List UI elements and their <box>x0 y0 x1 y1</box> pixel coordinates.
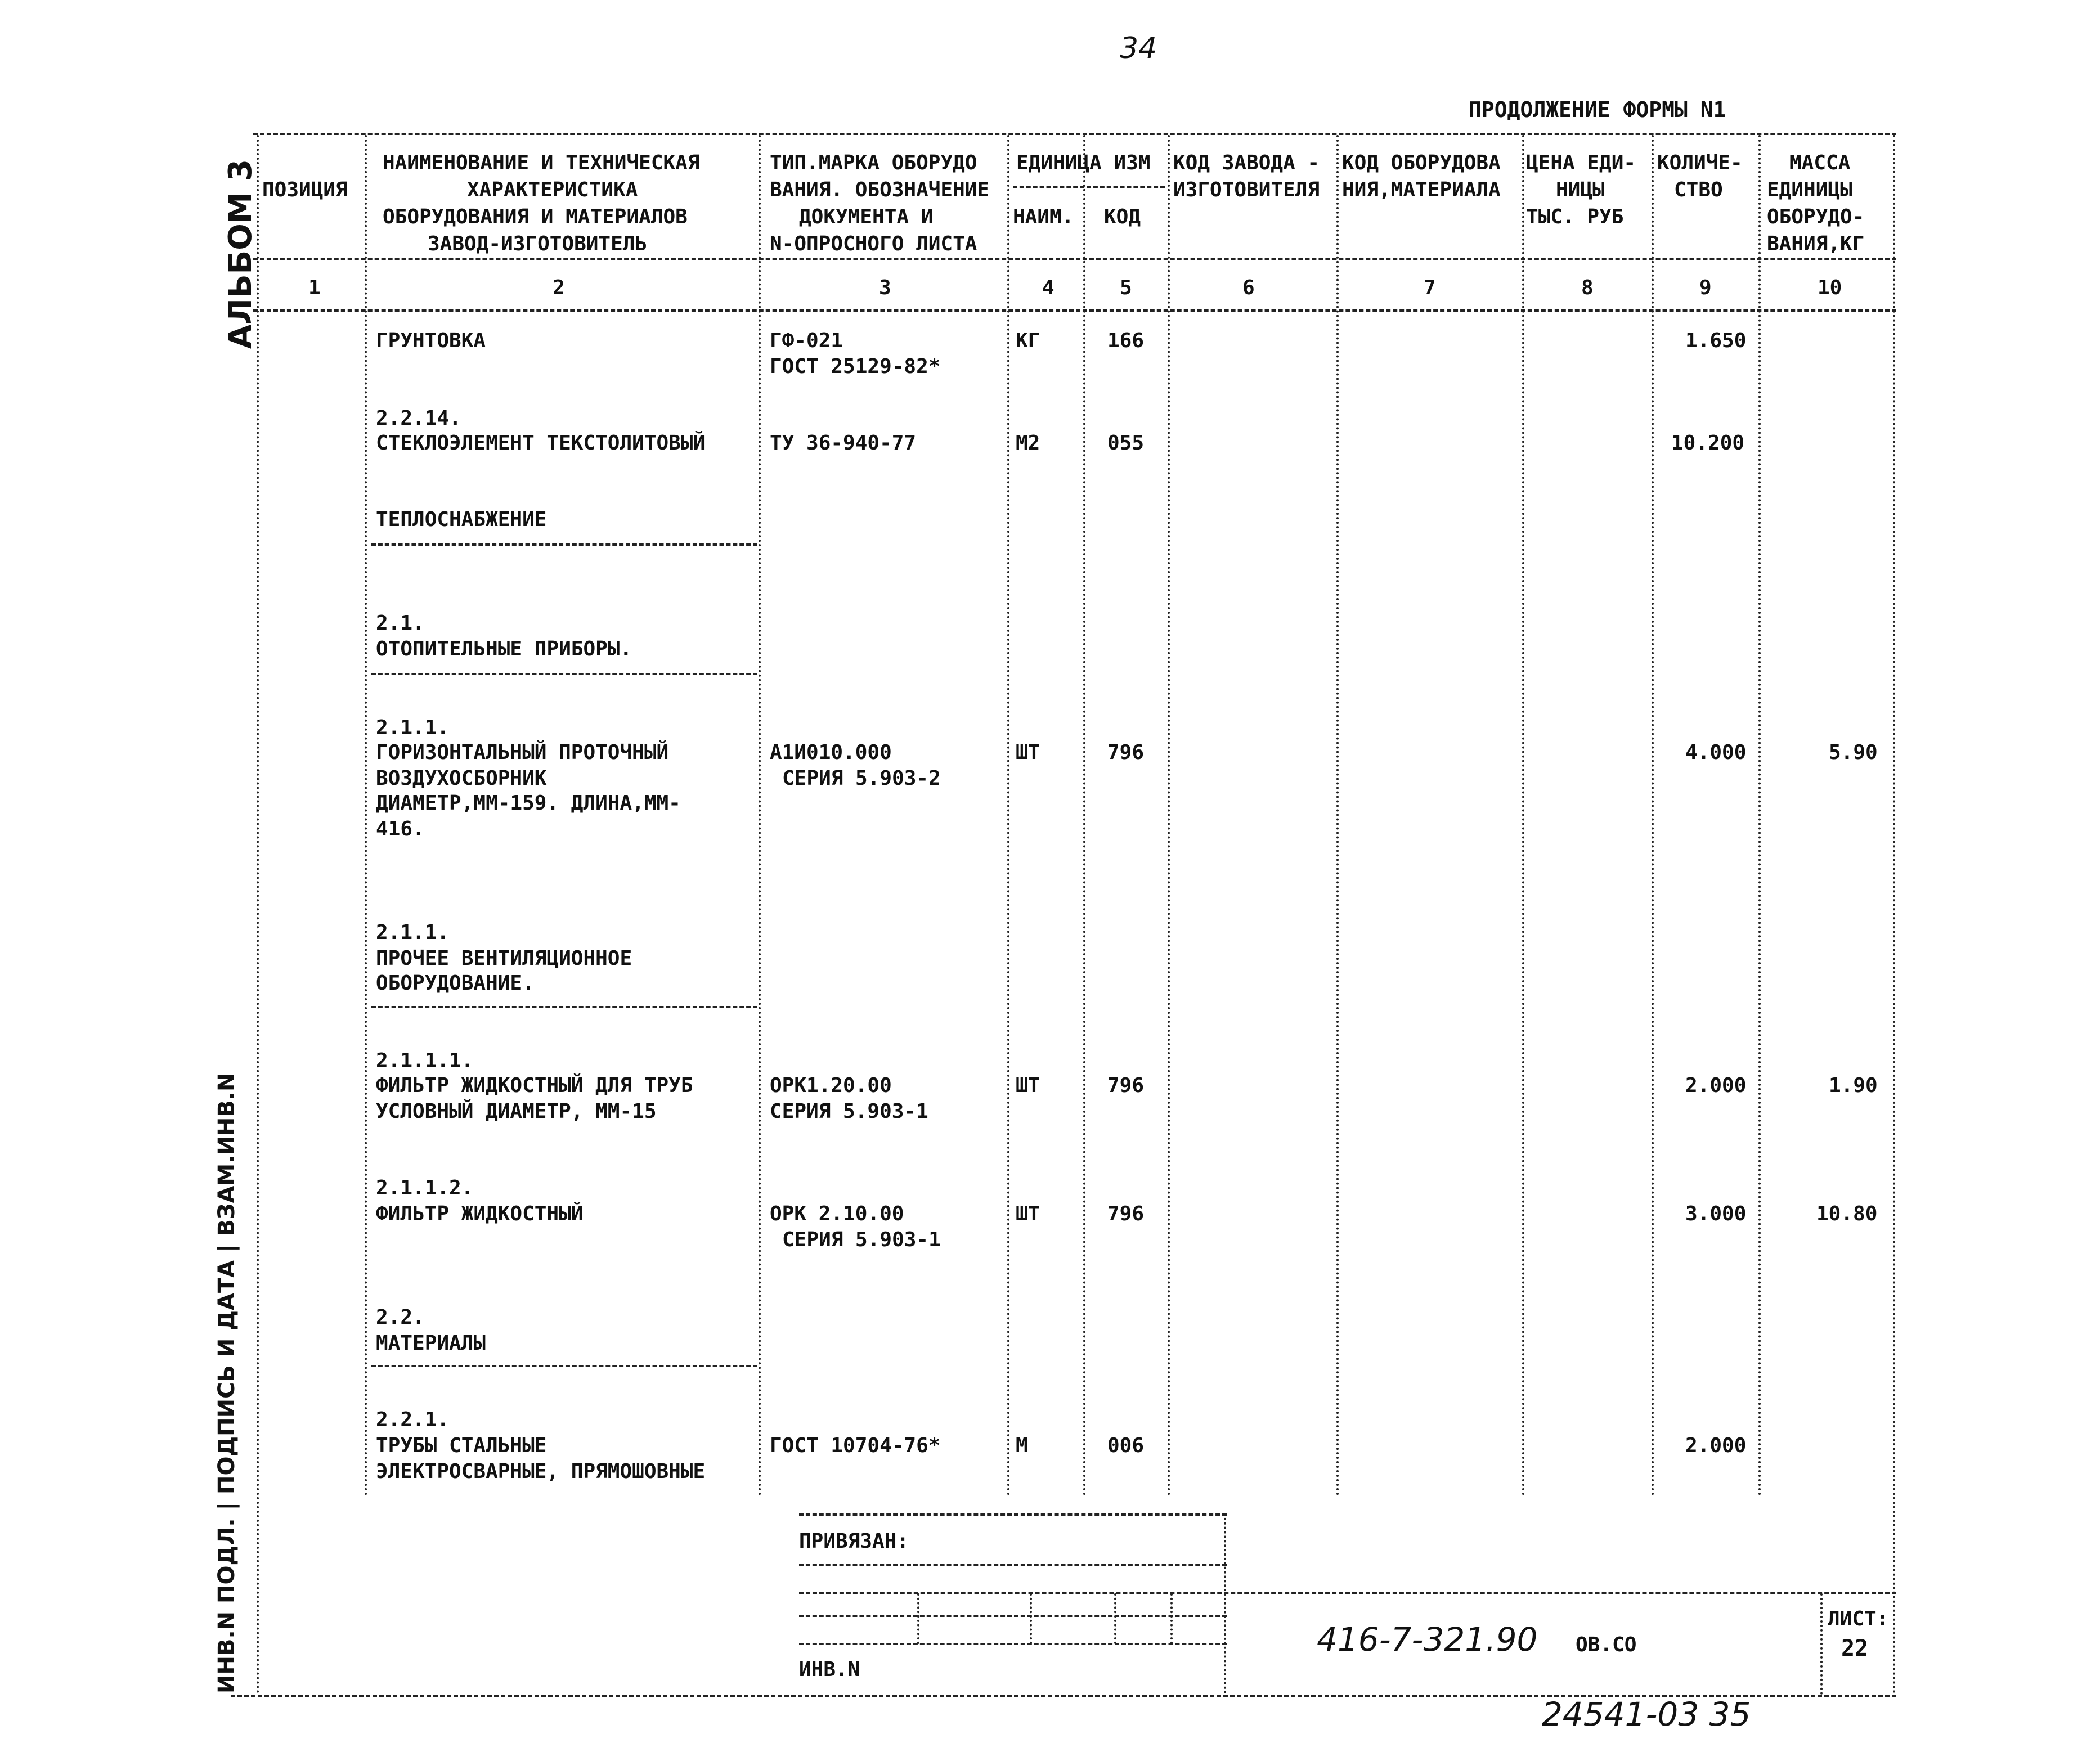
row-8-qty: 4.000 <box>1685 741 1747 764</box>
header-col1: ПОЗИЦИЯ <box>262 178 348 201</box>
row-0-qty: 1.650 <box>1685 329 1747 352</box>
colnum-7: 7 <box>1424 276 1436 299</box>
number-row-rule <box>253 309 1896 312</box>
col-sep-8 <box>1652 135 1654 1497</box>
header-col6-line2: ИЗГОТОВИТЕЛЯ <box>1173 178 1320 201</box>
annex-title: ПРОДОЛЖЕНИЕ ФОРМЫ N1 <box>1469 97 1726 122</box>
stamp-sep-5 <box>1224 1513 1226 1693</box>
row-20-type: СЕРИЯ 5.903-1 <box>782 1228 941 1251</box>
colnum-1: 1 <box>308 276 321 299</box>
header-col10-line1: МАССА <box>1789 151 1851 174</box>
row-19-name: ФИЛЬТР ЖИДКОСТНЫЙ <box>376 1202 584 1225</box>
row-6-name: ОТОПИТЕЛЬНЫЕ ПРИБОРЫ. <box>376 637 632 661</box>
header-col6-line1: КОД ЗАВОДА - <box>1173 151 1320 174</box>
row-24-name: ТРУБЫ СТАЛЬНЫЕ <box>376 1434 547 1457</box>
colnum-6: 6 <box>1242 276 1255 299</box>
album-label: АЛЬБОМ 3 <box>222 159 259 349</box>
row-7-name: 2.1.1. <box>376 716 450 739</box>
row-1-type: ГОСТ 25129-82* <box>770 355 941 378</box>
row-3-unit: М2 <box>1016 432 1040 455</box>
stamp-inv-no: ИНВ.N <box>799 1658 860 1681</box>
colnum-10: 10 <box>1818 276 1842 299</box>
row-8-type: А1И010.000 <box>770 741 892 764</box>
row-3-qty: 10.200 <box>1671 432 1745 455</box>
row-24-qty: 2.000 <box>1685 1434 1747 1457</box>
row-3-name: СТЕКЛОЭЛЕМЕНТ ТЕКСТОЛИТОВЫЙ <box>376 432 706 455</box>
header-col8-line3: ТЫС. РУБ <box>1526 205 1624 228</box>
row-16-qty: 2.000 <box>1685 1074 1747 1097</box>
row-19-qty: 3.000 <box>1685 1202 1747 1225</box>
doc-suffix: ОВ.СО <box>1576 1633 1637 1656</box>
row-0-code: 166 <box>1107 329 1145 352</box>
row-24-code: 006 <box>1107 1434 1145 1457</box>
colnum-3: 3 <box>879 276 891 299</box>
sheet-label: ЛИСТ: <box>1828 1607 1889 1630</box>
header-col10-line4: ВАНИЯ,КГ <box>1767 232 1865 255</box>
stamp-rule-4 <box>799 1615 1227 1617</box>
section-rule-2 <box>371 673 757 675</box>
col-sep-10 <box>1893 135 1895 1695</box>
row-0-unit: КГ <box>1016 329 1040 352</box>
header-col3-line1: ТИП.МАРКА ОБОРУДО <box>770 151 977 174</box>
header-col10-line2: ЕДИНИЦЫ <box>1767 178 1852 201</box>
row-16-mass: 1.90 <box>1829 1074 1878 1097</box>
header-rule <box>253 258 1896 260</box>
colnum-8: 8 <box>1581 276 1594 299</box>
row-8-mass: 5.90 <box>1829 741 1878 764</box>
row-10-name: ДИАМЕТР,ММ-159. ДЛИНА,ММ- <box>376 792 681 815</box>
col-sep-7 <box>1522 135 1524 1497</box>
stamp-attached: ПРИВЯЗАН: <box>799 1530 909 1553</box>
colnum-9: 9 <box>1699 276 1712 299</box>
stamp-sep-4 <box>1170 1593 1173 1644</box>
row-17-type: СЕРИЯ 5.903-1 <box>770 1100 928 1123</box>
row-16-code: 796 <box>1107 1074 1145 1097</box>
row-3-type: ТУ 36-940-77 <box>770 432 917 455</box>
row-25-name: ЭЛЕКТРОСВАРНЫЕ, ПРЯМОШОВНЫЕ <box>376 1460 706 1483</box>
doc-code: 416-7-321.90 <box>1317 1620 1538 1659</box>
row-19-code: 796 <box>1107 1202 1145 1225</box>
header-col7-line2: НИЯ,МАТЕРИАЛА <box>1342 178 1501 201</box>
header-col2-line2: ХАРАКТЕРИСТИКА <box>467 178 638 201</box>
header-col10-line3: ОБОРУДО- <box>1767 205 1865 228</box>
col-sep-9 <box>1758 135 1761 1497</box>
col-sep-1 <box>365 135 367 1497</box>
header-col9-line1: КОЛИЧЕ- <box>1657 151 1743 174</box>
header-col2-line1: НАИМЕНОВАНИЕ И ТЕХНИЧЕСКАЯ <box>383 151 700 174</box>
row-16-type: ОРК1.20.00 <box>770 1074 892 1097</box>
page-number: 34 <box>1120 32 1157 65</box>
header-col7-line1: КОД ОБОРУДОВА <box>1342 151 1501 174</box>
stamp-sep-3 <box>1114 1593 1116 1644</box>
row-19-mass: 10.80 <box>1816 1202 1878 1225</box>
row-19-unit: ШТ <box>1016 1202 1040 1225</box>
header-col3-line3: ДОКУМЕНТА И <box>799 205 934 228</box>
row-24-unit: М <box>1016 1434 1028 1457</box>
row-16-name: ФИЛЬТР ЖИДКОСТНЫЙ ДЛЯ ТРУБ <box>376 1074 693 1097</box>
row-24-type: ГОСТ 10704-76* <box>770 1434 941 1457</box>
stamp-rule-2 <box>799 1564 1227 1566</box>
col-sep-5 <box>1168 135 1170 1497</box>
row-12-name: 2.1.1. <box>376 921 450 944</box>
side-stamp: ИНВ.N ПОДЛ. | ПОДПИСЬ И ДАТА | ВЗАМ.ИНВ.N <box>214 1072 240 1693</box>
header-col2-line4: ЗАВОД-ИЗГОТОВИТЕЛЬ <box>428 232 648 255</box>
sheet-number: 22 <box>1841 1636 1869 1661</box>
row-11-name: 416. <box>376 817 425 841</box>
header-col8-line2: НИЦЫ <box>1556 178 1605 201</box>
row-3-code: 055 <box>1107 432 1145 455</box>
stamp-rule-5 <box>799 1643 1227 1645</box>
header-unit-group: ЕДИНИЦА ИЗМ <box>1016 151 1151 174</box>
row-18-name: 2.1.1.2. <box>376 1176 474 1200</box>
row-4-name: ТЕПЛОСНАБЖЕНИЕ <box>376 508 547 531</box>
table-top-rule <box>253 133 1896 135</box>
header-col3-line2: ВАНИЯ. ОБОЗНАЧЕНИЕ <box>770 178 990 201</box>
row-13-name: ПРОЧЕЕ ВЕНТИЛЯЦИОННОЕ <box>376 947 632 970</box>
colnum-5: 5 <box>1120 276 1132 299</box>
row-0-type: ГФ-021 <box>770 329 843 352</box>
row-5-name: 2.1. <box>376 612 425 635</box>
footer-number: 24541-03 35 <box>1542 1695 1751 1733</box>
row-8-code: 796 <box>1107 741 1145 764</box>
colnum-2: 2 <box>553 276 565 299</box>
row-2-name: 2.2.14. <box>376 407 461 430</box>
row-22-name: МАТЕРИАЛЫ <box>376 1332 486 1355</box>
stamp-rule-3 <box>799 1592 1896 1594</box>
section-rule-1 <box>371 543 757 546</box>
header-unit-rule <box>1013 186 1165 188</box>
row-8-name: ГОРИЗОНТАЛЬНЫЙ ПРОТОЧНЫЙ <box>376 741 669 764</box>
col-sep-6 <box>1336 135 1339 1497</box>
row-8-unit: ШТ <box>1016 741 1040 764</box>
header-col5: КОД <box>1104 205 1141 228</box>
header-col8-line1: ЦЕНА ЕДИ- <box>1526 151 1636 174</box>
col-sep-4 <box>1083 135 1085 1497</box>
row-9-type: СЕРИЯ 5.903-2 <box>782 767 941 790</box>
header-col4: НАИМ. <box>1013 205 1074 228</box>
col-sep-2 <box>759 135 761 1497</box>
stamp-sep-6 <box>1820 1593 1823 1695</box>
row-9-name: ВОЗДУХОСБОРНИК <box>376 767 547 790</box>
col-sep-3 <box>1007 135 1009 1497</box>
stamp-sep-1 <box>917 1593 919 1644</box>
colnum-4: 4 <box>1042 276 1055 299</box>
row-17-name: УСЛОВНЫЙ ДИАМЕТР, ММ-15 <box>376 1100 657 1123</box>
row-14-name: ОБОРУДОВАНИЕ. <box>376 972 535 995</box>
row-0-name: ГРУНТОВКА <box>376 329 486 352</box>
row-23-name: 2.2.1. <box>376 1408 450 1431</box>
stamp-sep-2 <box>1030 1593 1032 1644</box>
header-col3-line4: N-ОПРОСНОГО ЛИСТА <box>770 232 977 255</box>
section-rule-3 <box>371 1006 757 1008</box>
row-21-name: 2.2. <box>376 1306 425 1329</box>
row-19-type: ОРК 2.10.00 <box>770 1202 904 1225</box>
section-rule-4 <box>371 1365 757 1367</box>
stamp-rule-1 <box>799 1513 1227 1516</box>
header-col2-line3: ОБОРУДОВАНИЯ И МАТЕРИАЛОВ <box>383 205 688 228</box>
header-col9-line2: СТВО <box>1674 178 1723 201</box>
row-16-unit: ШТ <box>1016 1074 1040 1097</box>
row-15-name: 2.1.1.1. <box>376 1049 474 1072</box>
col-sep-0 <box>257 135 259 1695</box>
